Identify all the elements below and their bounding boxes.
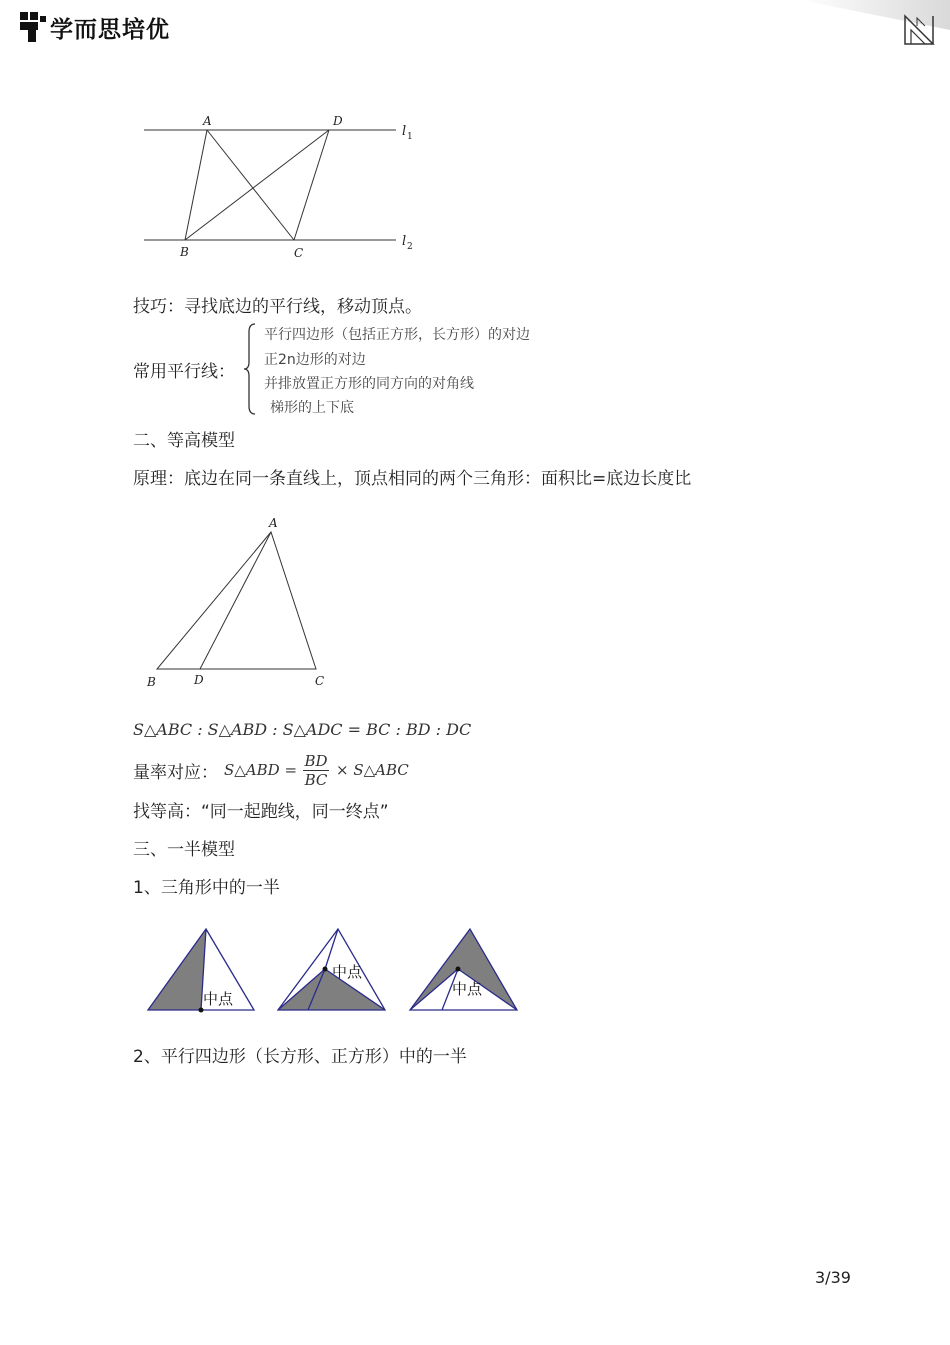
section2-title: 二、等高模型 [133, 431, 235, 451]
header [0, 0, 950, 50]
label-l1-sub: 1 [407, 132, 413, 142]
half-triangle-3 [410, 929, 517, 1010]
label-c: C [294, 246, 304, 260]
equal-height-tip: 找等高：“同一起跑线，同一终点” [133, 802, 389, 822]
list-item: 梯形的上下底 [270, 400, 354, 416]
brace-icon [243, 322, 257, 416]
page-number: 3/39 [815, 1268, 851, 1287]
area-ratio-formula: S△ABC : S△ABD : S△ADC = BC : BD : DC [133, 720, 472, 739]
half-model-triangles [140, 920, 530, 1020]
label-b: B [180, 245, 189, 259]
brand-name: 学而思培优 [50, 17, 170, 43]
section2-principle: 原理：底边在同一条直线上，顶点相同的两个三角形：面积比=底边长度比 [133, 469, 692, 489]
section3-title: 三、一半模型 [133, 840, 235, 860]
label-l1: l [402, 124, 407, 139]
fraction-numerator: BD [304, 752, 328, 770]
brand-logo-icon [18, 10, 48, 44]
fraction-denominator: BC [304, 771, 328, 789]
midpoint-label: 中点 [452, 980, 483, 998]
section3-sub1: 1、三角形中的一半 [133, 878, 280, 898]
list-item: 并排放置正方形的同方向的对角线 [264, 376, 474, 392]
list-item: 平行四边形（包括正方形，长方形）的对边 [264, 327, 530, 343]
quantity-lhs: S△ABD = [224, 761, 298, 779]
midpoint-label: 中点 [203, 990, 234, 1008]
midpoint-label: 中点 [332, 963, 363, 981]
label-d: D [333, 114, 343, 128]
list-item: 正2n边形的对边 [264, 352, 366, 368]
label-l2: l [402, 234, 407, 249]
common-label: 常用平行线： [133, 362, 235, 382]
label-a: A [203, 114, 212, 128]
label-d: D [194, 673, 204, 687]
quantity-prefix: 量率对应： [133, 763, 218, 783]
half-triangle-1 [148, 929, 254, 1013]
half-triangle-2 [278, 929, 385, 1010]
equal-height-figure [140, 512, 340, 692]
fraction [303, 752, 329, 790]
corner-logo-icon [903, 14, 937, 46]
tip-text: 技巧：寻找底边的平行线，移动顶点。 [133, 297, 422, 317]
label-c: C [315, 674, 325, 688]
parallel-lines-figure [140, 110, 430, 265]
section3-sub2: 2、平行四边形（长方形、正方形）中的一半 [133, 1047, 467, 1067]
label-a: A [269, 516, 278, 530]
label-l2-sub: 2 [407, 242, 413, 252]
quantity-rhs: × S△ABC [336, 761, 409, 779]
label-b: B [147, 675, 156, 689]
